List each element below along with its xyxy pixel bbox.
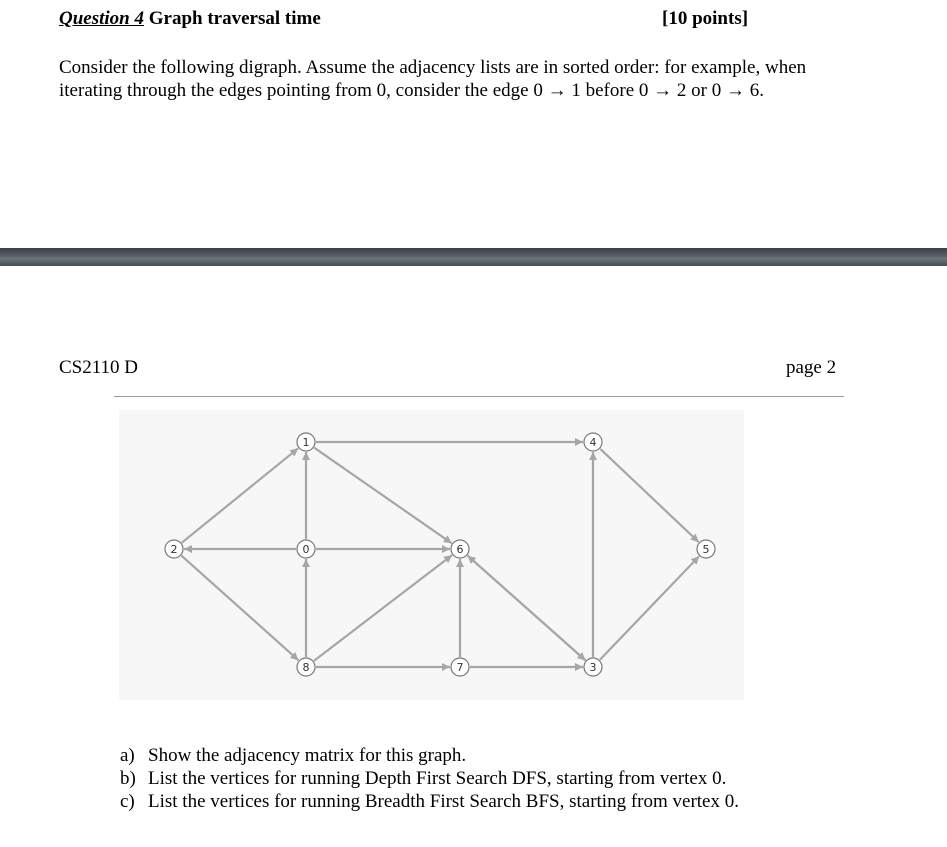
vertex-5 [697, 540, 715, 558]
part-b-text: List the vertices for running Depth First Search DFS, starting from vertex 0. [148, 768, 727, 789]
header-rule [114, 396, 844, 397]
part-b-label: b) [120, 768, 136, 789]
part-c [120, 790, 739, 813]
vertex-8 [297, 658, 315, 676]
part-a-label: a) [120, 745, 135, 766]
question-parts [120, 744, 739, 813]
page-break-bar [0, 248, 947, 266]
edge-3-to-5 [600, 556, 699, 660]
vertex-8-label: 8 [302, 661, 310, 674]
vertex-6-label: 6 [456, 543, 464, 556]
part-c-text: List the vertices for running Breadth First Search BFS, starting from vertex 0. [148, 791, 739, 812]
intro-line-1: Consider the following digraph. Assume the adjacency lists are in sorted order: for example, when [59, 57, 807, 78]
vertex-1 [297, 433, 315, 451]
edge-2-to-1 [182, 448, 298, 542]
part-a [120, 744, 739, 767]
vertex-3 [584, 658, 602, 676]
vertex-7-label: 7 [456, 661, 464, 674]
vertex-6 [451, 540, 469, 558]
vertex-3-label: 3 [589, 661, 597, 674]
part-b [120, 767, 739, 790]
question-points: [10 points] [662, 8, 749, 29]
edge-4-to-5 [600, 449, 698, 542]
vertex-2 [165, 540, 183, 558]
digraph-figure [119, 410, 744, 700]
question-header [59, 8, 321, 30]
edge-8-to-6 [314, 555, 452, 661]
page-number: page 2 [786, 357, 837, 378]
vertex-5-label: 5 [702, 543, 710, 556]
course-code: CS2110 D [59, 357, 139, 378]
question-title: Graph traversal time [148, 8, 321, 29]
vertex-2-label: 2 [170, 543, 178, 556]
question-label: Question 4 [59, 8, 144, 29]
question-intro [59, 56, 879, 102]
edge-3-to-6 [468, 556, 586, 661]
vertex-4 [584, 433, 602, 451]
digraph-svg [119, 410, 744, 700]
intro-line-2: iterating through the edges pointing from 0, consider the edge 0 → 1 before 0 → 2 or 0 → 6. [59, 80, 764, 101]
edge-2-to-8 [182, 556, 299, 661]
part-a-text: Show the adjacency matrix for this graph. [148, 745, 467, 766]
edge-1-to-6 [314, 448, 452, 544]
vertex-4-label: 4 [589, 436, 597, 449]
vertex-1-label: 1 [302, 436, 310, 449]
vertex-7 [451, 658, 469, 676]
vertex-0 [297, 540, 315, 558]
vertex-0-label: 0 [302, 543, 310, 556]
part-c-label: c) [120, 791, 135, 812]
